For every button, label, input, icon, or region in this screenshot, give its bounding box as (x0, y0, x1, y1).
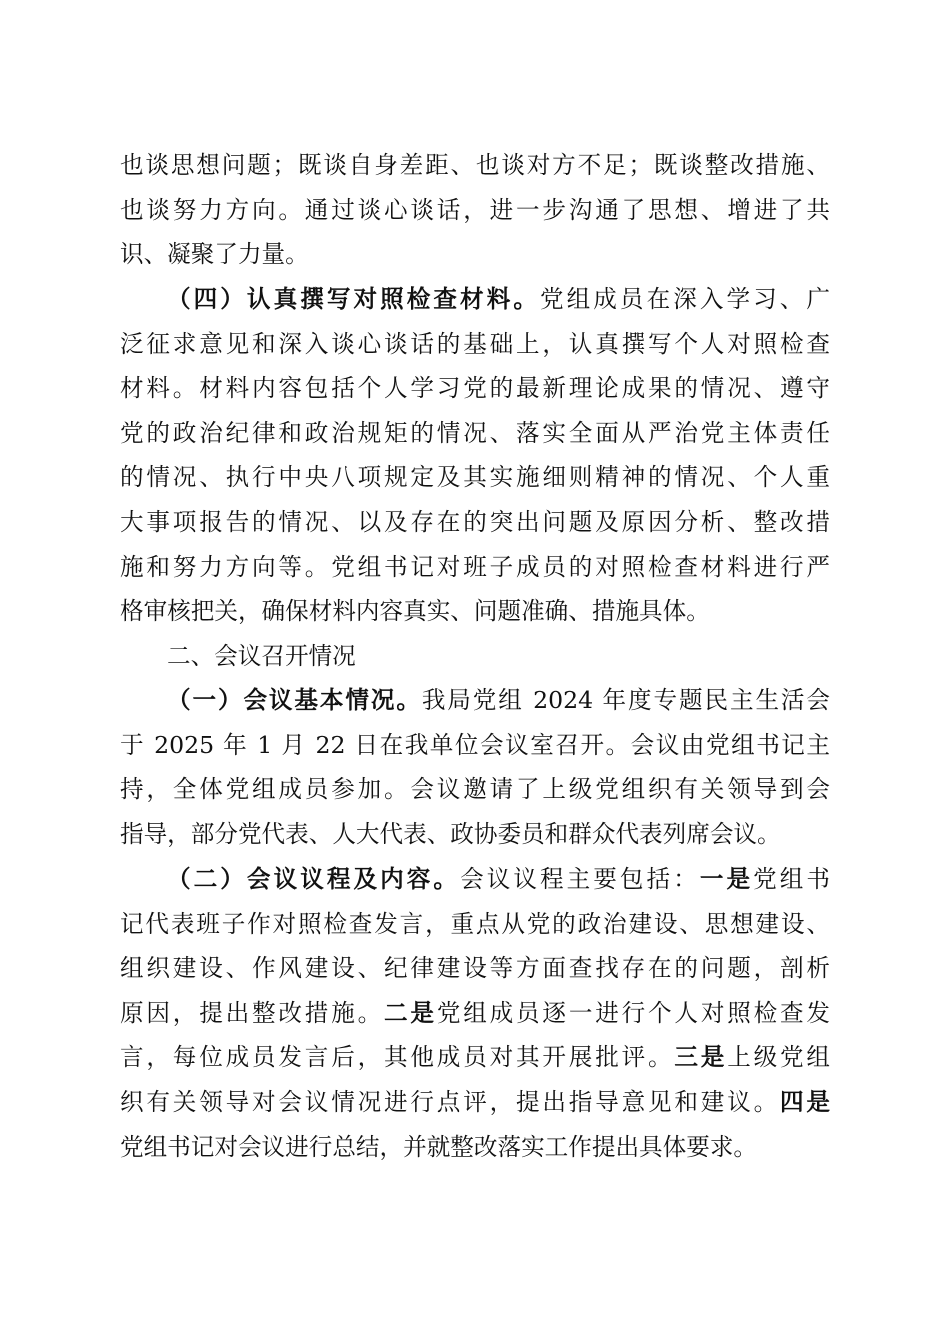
text-line: 也谈努力方向。通过谈心谈话，进一步沟通了思想、增进了共 (120, 195, 830, 224)
text-line: 也谈思想问题；既谈自身差距、也谈对方不足；既谈整改措施、 (120, 151, 830, 179)
paragraph-meeting-agenda (120, 857, 830, 1169)
text-run: 党组成员在深入学习、广 (540, 285, 831, 313)
text-line (120, 277, 830, 322)
text-run: 原因，提出整改措施。 (120, 998, 385, 1027)
text-line: 的情况、执行中央八项规定及其实施细则精神的情况、个人重 (120, 463, 830, 492)
text-line: 记代表班子作对照检查发言，重点从党的政治建设、思想建设、 (120, 909, 830, 938)
text-line: 于 2025 年 1 月 22 日在我单位会议室召开。会议由党组书记主 (120, 730, 830, 759)
paragraph-talk-conclusion (120, 143, 830, 277)
paragraph-heading: （二）会议议程及内容。 (167, 865, 461, 893)
text-run: 我局党组 2024 年度专题民主生活会 (421, 686, 830, 714)
text-line: 材料。材料内容包括个人学习党的最新理论成果的情况、遵守 (120, 374, 830, 403)
text-line: 党的政治纪律和政治规矩的情况、落实全面从严治党主体责任 (120, 418, 830, 447)
text-line (120, 991, 830, 1036)
text-run: 言，每位成员发言后，其他成员对其开展批评。 (120, 1043, 675, 1072)
text-line: 泛征求意见和深入谈心谈话的基础上，认真撰写个人对照检查 (120, 329, 830, 358)
item-marker: 一是 (699, 865, 754, 893)
text-line: 指导，部分党代表、人大代表、政协委员和群众代表列席会议。 (120, 819, 781, 848)
text-line: 大事项报告的情况、以及存在的突出问题及原因分析、整改措 (120, 507, 830, 536)
text-line: 组织建设、作风建设、纪律建设等方面查找存在的问题，剖析 (120, 954, 830, 983)
text-line (120, 678, 830, 723)
item-marker: 三是 (674, 1043, 728, 1072)
paragraph-meeting-basics (120, 678, 830, 856)
text-run: 织有关领导对会议情况进行点评，提出指导意见和建议。 (120, 1087, 781, 1116)
text-line: 格审核把关，确保材料内容真实、问题准确、措施具体。 (120, 597, 710, 626)
text-run: 上级党组 (727, 1043, 831, 1072)
text-line: 党组书记对会议进行总结，并就整改落实工作提出具体要求。 (120, 1132, 758, 1161)
text-line: 识、凝聚了力量。 (120, 240, 309, 269)
text-run: 会议议程主要包括： (460, 865, 700, 893)
text-line (120, 857, 830, 902)
paragraph-heading: （四）认真撰写对照检查材料。 (167, 285, 540, 313)
text-line: 施和努力方向等。党组书记对班子成员的对照检查材料进行严 (120, 552, 830, 581)
text-line (120, 1035, 830, 1080)
paragraph-heading: （一）会议基本情况。 (167, 686, 422, 714)
item-marker: 四是 (780, 1087, 831, 1116)
section-title: 二、会议召开情况 (167, 642, 356, 670)
text-line: 持，全体党组成员参加。会议邀请了上级党组织有关领导到会 (120, 775, 830, 804)
text-run: 党组书 (753, 865, 831, 893)
text-run: 党组成员逐一进行个人对照检查发 (436, 998, 831, 1027)
text-line (120, 1080, 830, 1125)
section-heading-meeting (120, 634, 830, 679)
paragraph-write-materials (120, 277, 830, 634)
item-marker: 二是 (384, 998, 437, 1027)
